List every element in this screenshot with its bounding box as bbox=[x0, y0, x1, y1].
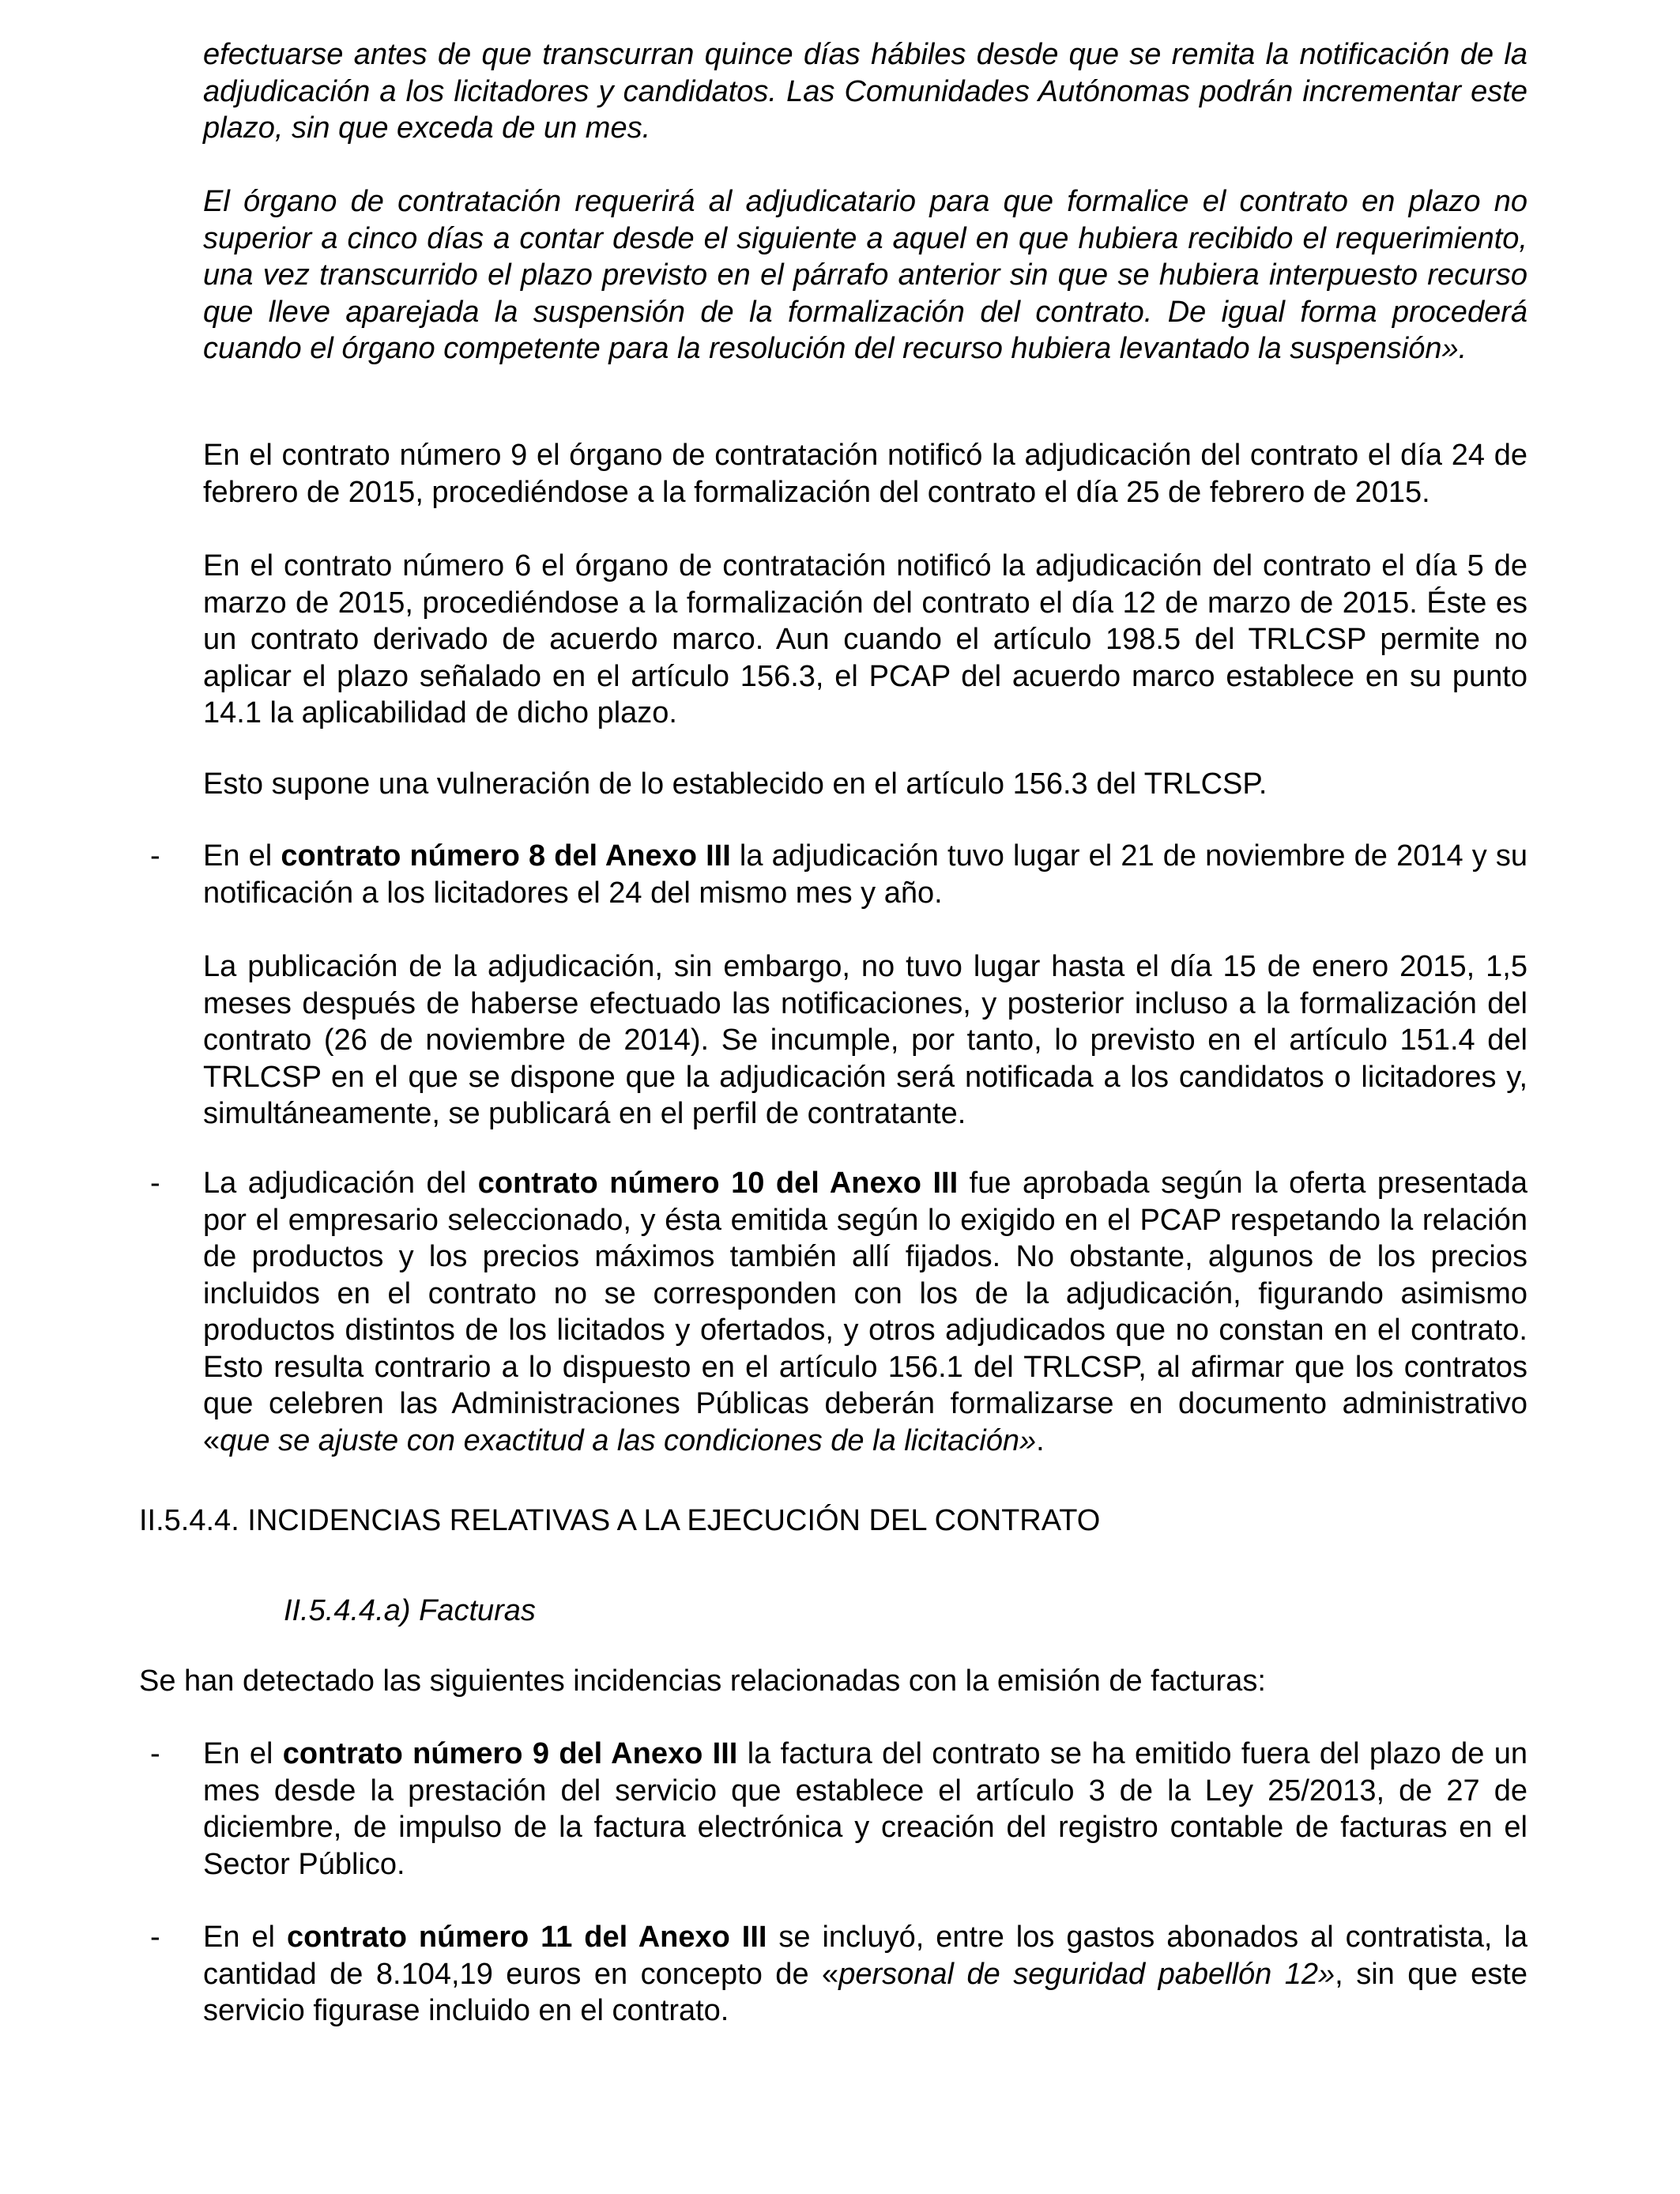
bullet-dash: - bbox=[150, 1167, 160, 1200]
bullet-contract-10: La adjudicación del contrato número 10 del Anexo III fue aprobada según la oferta presentada por el empresario seleccionado, y ésta emitida según lo exigido en el PCAP respetando la relación de productos y los precios máximos también allí fijados. No obstante, algunos de los precios incluidos en el contrato no se corresponden con los de la adjudicación, figurando asimismo productos distintos de los licitados y ofertados, y otros adjudicados que no constan en el contrato. Esto resulta contrario a lo dispuesto en el artículo 156.1 del TRLCSP, al afirmar que los contratos que celebren las Administraciones Públicas deberán formalizarse en documento administrativo «que se ajuste con exactitud a las condiciones de la licitación». bbox=[203, 1167, 1527, 1457]
paragraph-contract-6-notification: En el contrato número 6 el órgano de contratación notificó la adjudicación del contrato el día 5 de marzo de 2015, procediéndose a la formalización del contrato el día 12 de marzo de 2015. Éste es un contrato derivado de acuerdo marco. Aun cuando el artículo 198.5 del TRLCSP permite no aplicar el plazo señalado en el artículo 156.3, el PCAP del acuerdo marco establece en su punto 14.1 la aplicabilidad de dicho plazo. bbox=[203, 549, 1527, 729]
section-heading: II.5.4.4. INCIDENCIAS RELATIVAS A LA EJECUCIÓN DEL CONTRATO bbox=[139, 1504, 1101, 1537]
paragraph-facturas-intro: Se han detectado las siguientes incidencias relacionadas con la emisión de facturas: bbox=[139, 1664, 1266, 1698]
bold-contract-8-ref: contrato número 8 del Anexo III bbox=[281, 839, 731, 873]
bold-contract-10-ref: contrato número 10 del Anexo III bbox=[477, 1167, 959, 1200]
bold-contract-9-ref: contrato número 9 del Anexo III bbox=[282, 1737, 738, 1770]
bullet-dash: - bbox=[150, 839, 160, 873]
bullet-dash: - bbox=[150, 1737, 160, 1770]
bullet-dash: - bbox=[150, 1921, 160, 1954]
section-subheading: II.5.4.4.a) Facturas bbox=[284, 1594, 536, 1627]
bullet-contract-9-factura: En el contrato número 9 del Anexo III la factura del contrato se ha emitido fuera del plazo de un mes desde la prestación del servicio que establece el artículo 3 de la Ley 25/2013, de 27 de diciembre, de impulso de la factura electrónica y creación del registro contable de facturas en el Sector Público. bbox=[203, 1737, 1528, 1881]
bullet-contract-8: En el contrato número 8 del Anexo III la adjudicación tuvo lugar el 21 de noviembre de 2014 y su notificación a los licitadores el 24 del mismo mes y año. bbox=[203, 839, 1528, 910]
bullet-contract-11: En el contrato número 11 del Anexo III se incluyó, entre los gastos abonados al contratista, la cantidad de 8.104,19 euros en concepto de «personal de seguridad pabellón 12», sin que este servicio figurase incluido en el contrato. bbox=[203, 1921, 1527, 2027]
paragraph-contract-9-notification: En el contrato número 9 el órgano de contratación notificó la adjudicación del contrato el día 24 de febrero de 2015, procediéndose a la formalización del contrato el día 25 de febrero de 2015. bbox=[203, 439, 1527, 509]
quote-paragraph-1: efectuarse antes de que transcurran quince días hábiles desde que se remita la notificación de la adjudicación a los licitadores y candidatos. Las Comunidades Autónomas podrán incrementar este plazo, sin que exceda de un mes. bbox=[203, 38, 1527, 145]
bold-contract-11-ref: contrato número 11 del Anexo III bbox=[286, 1921, 767, 1954]
quote-paragraph-2: El órgano de contratación requerirá al adjudicatario para que formalice el contrato en plazo no superior a cinco días a contar desde el siguiente a aquel en que hubiera recibido el requerimiento, una vez transcurrido el plazo previsto en el párrafo anterior sin que se hubiera interpuesto recurso que lleve aparejada la suspensión de la formalización del contrato. De igual forma procederá cuando el órgano competente para la resolución del recurso hubiera levantado la suspensión». bbox=[203, 185, 1527, 365]
paragraph-vulneracion: Esto supone una vulneración de lo establecido en el artículo 156.3 del TRLCSP. bbox=[203, 767, 1268, 801]
paragraph-publicacion: La publicación de la adjudicación, sin embargo, no tuvo lugar hasta el día 15 de enero 2015, 1,5 meses después de haberse efectuado las notificaciones, y posterior incluso a la formalización del contrato (26 de noviembre de 2014). Se incumple, por tanto, lo previsto en el artículo 151.4 del TRLCSP en el que se dispone que la adjudicación será notificada a los candidatos o licitadores y, simultáneamente, se publicará en el perfil de contratante. bbox=[203, 950, 1527, 1130]
